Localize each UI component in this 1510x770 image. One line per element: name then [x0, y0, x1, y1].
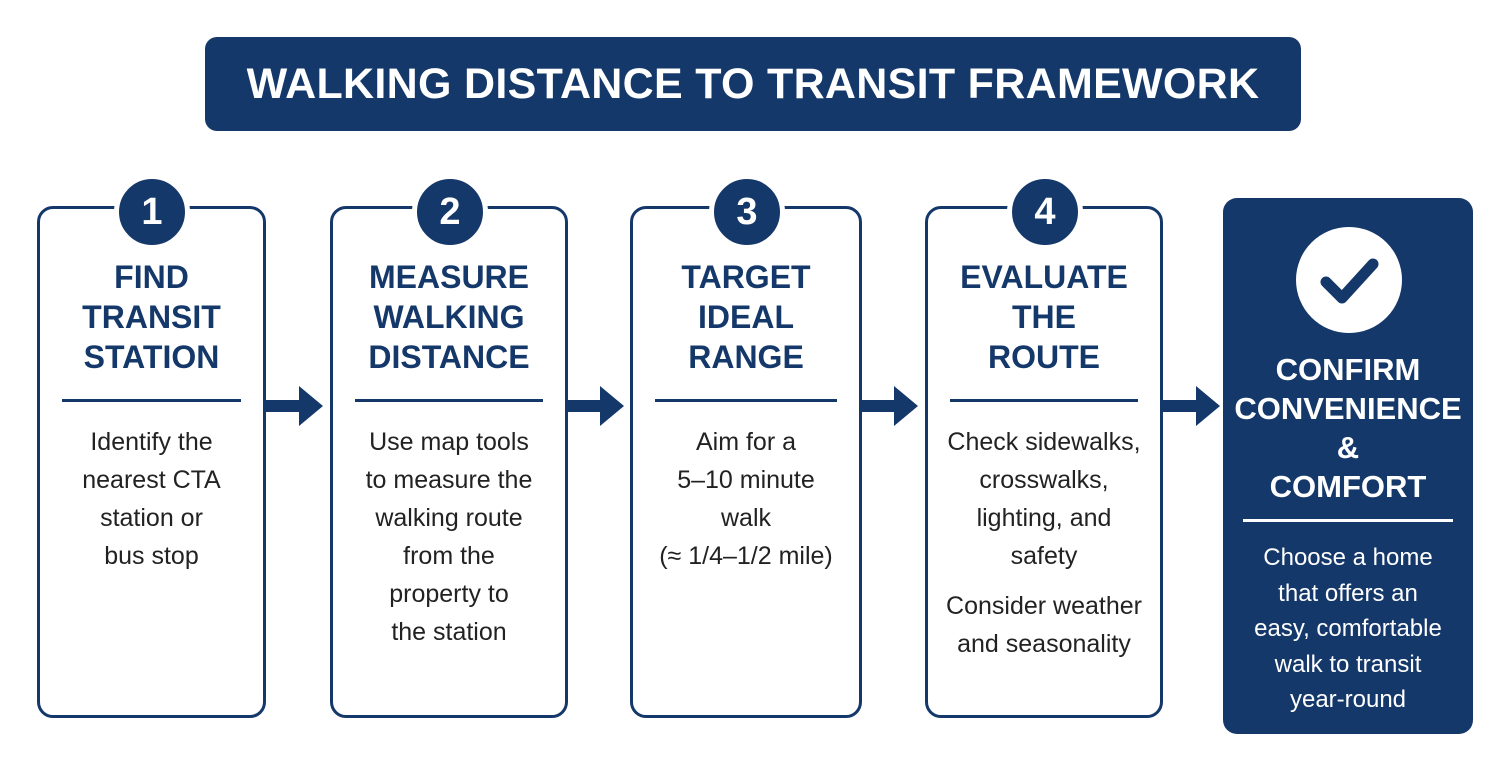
text-line: to measure the	[365, 466, 533, 494]
text-line: Identify the	[90, 428, 213, 456]
heading-line: EVALUATE	[960, 259, 1128, 295]
arrow-right-icon	[1162, 384, 1220, 428]
text-line: 5–10 minute	[677, 466, 815, 494]
step-number: 1	[141, 190, 163, 233]
step-extra-note	[938, 587, 1150, 663]
heading-line: CONVENIENCE	[1234, 391, 1462, 426]
heading-line: DISTANCE	[368, 339, 530, 375]
heading-line: TRANSIT	[82, 299, 221, 335]
text-line: safety	[1010, 542, 1078, 570]
text-line: station or	[100, 504, 203, 532]
heading-line: CONFIRM	[1275, 352, 1421, 387]
step-number: 4	[1034, 190, 1056, 233]
step-number: 2	[439, 190, 461, 233]
heading-line: &	[1336, 430, 1360, 465]
heading-line: MEASURE	[368, 259, 529, 295]
step-number-badge-3	[709, 174, 785, 250]
step-description	[343, 423, 555, 651]
step-number-badge-4	[1007, 174, 1083, 250]
heading-line: IDEAL	[698, 299, 794, 335]
heading-line: STATION	[83, 339, 220, 375]
step-number-badge-2	[412, 174, 488, 250]
checkmark-circle	[1296, 227, 1402, 333]
final-heading	[1223, 350, 1473, 506]
heading-line: THE	[1012, 299, 1076, 335]
heading-line: ROUTE	[988, 339, 1100, 375]
title-banner	[205, 37, 1301, 131]
step-heading	[333, 257, 565, 377]
step-card-1	[37, 206, 266, 718]
text-line: Choose a home	[1263, 544, 1433, 571]
divider	[355, 399, 543, 402]
text-line: nearest CTA	[82, 466, 221, 494]
text-line: walk to transit	[1274, 650, 1422, 678]
step-card-2	[330, 206, 568, 718]
text-line: year-round	[1289, 686, 1407, 713]
text-line: Aim for a	[695, 428, 797, 456]
text-line: walk	[720, 504, 771, 532]
text-line: Use map tools	[369, 428, 529, 456]
step-description	[50, 423, 253, 575]
arrow-right-icon	[265, 384, 323, 428]
step-heading	[40, 257, 263, 377]
step-heading	[633, 257, 859, 377]
text-line: property to	[389, 580, 509, 608]
step-card-3	[630, 206, 862, 718]
heading-line: FIND	[114, 259, 189, 295]
step-heading	[928, 257, 1160, 377]
final-description	[1235, 540, 1461, 718]
text-line: that offers an	[1278, 579, 1418, 607]
text-line: and seasonality	[957, 630, 1131, 658]
step-number-badge-1	[114, 174, 190, 250]
step-number: 3	[736, 190, 758, 233]
checkmark-icon	[1296, 227, 1402, 333]
arrow-right-icon	[566, 384, 624, 428]
text-line: Check sidewalks,	[947, 428, 1141, 456]
heading-line: TARGET	[681, 259, 811, 295]
divider	[950, 399, 1138, 402]
text-line: walking route	[375, 504, 523, 532]
step-card-4	[925, 206, 1163, 718]
heading-line: WALKING	[373, 299, 525, 335]
heading-line: RANGE	[688, 339, 804, 375]
text-line: from the	[403, 542, 495, 570]
divider	[62, 399, 241, 402]
text-line: (≈ 1/4–1/2 mile)	[659, 542, 833, 570]
text-line: the station	[391, 618, 507, 646]
text-line: Consider weather	[946, 592, 1142, 620]
text-line: lighting, and	[976, 504, 1112, 532]
text-line: crosswalks,	[979, 466, 1109, 494]
text-line: easy, comfortable	[1254, 615, 1442, 642]
divider	[1243, 519, 1453, 522]
page-title: WALKING DISTANCE TO TRANSIT FRAMEWORK	[246, 59, 1260, 108]
final-card	[1223, 198, 1473, 734]
step-description	[643, 423, 849, 575]
step-description	[938, 423, 1150, 663]
arrow-right-icon	[860, 384, 918, 428]
heading-line: COMFORT	[1269, 469, 1427, 504]
divider	[655, 399, 837, 402]
text-line: bus stop	[104, 542, 199, 570]
